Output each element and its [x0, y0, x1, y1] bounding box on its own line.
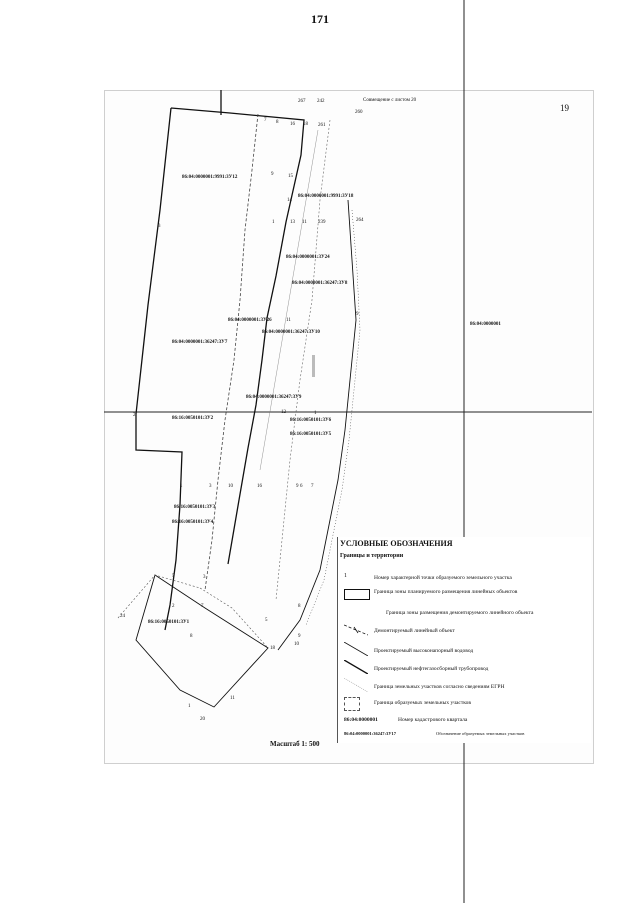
water-pipeline-symbol: [344, 642, 368, 656]
point-label: 5: [265, 618, 268, 623]
point-label: 260: [355, 110, 363, 115]
point-label: 1: [314, 411, 317, 416]
parcel-symbol: [344, 697, 360, 711]
parcel-label: 86:04:0000001:36247:3У7: [172, 340, 228, 345]
parcel-label: 86:16:0050101:3У3: [174, 505, 216, 510]
point-label: 18: [303, 122, 308, 127]
legend-item: Номер характерной точки образуемого земельного участка: [374, 575, 512, 581]
point-label: 7: [201, 604, 204, 609]
hatch-mark: [312, 355, 315, 377]
point-label: 16: [290, 122, 295, 127]
adjacent-sheet-note: Совмещение с листом 20: [363, 98, 417, 103]
point-label: 242: [317, 99, 325, 104]
parcel-label: 86:04:0000001:36247:3У9: [246, 395, 302, 400]
point-label: 9: [298, 634, 301, 639]
scale-label: Масштаб 1: 500: [270, 740, 320, 748]
point-label: 18: [270, 646, 275, 651]
point-label: 8: [190, 634, 193, 639]
point-label: 2: [172, 604, 175, 609]
point-label: 8: [298, 604, 301, 609]
point-label: 14: [287, 198, 292, 203]
point-label: 261: [318, 123, 326, 128]
parcel-label: 86:04:0000001:36247:3У8: [292, 281, 348, 286]
legend-subtitle: Границы и территории: [340, 553, 404, 559]
point-label: 1: [180, 484, 183, 489]
point-label: 12: [281, 410, 286, 415]
parcel-label: 86:16:0050101:3У4: [172, 520, 214, 525]
point-label: 9: [271, 172, 274, 177]
point-label: 5: [172, 574, 175, 579]
point-label: 10: [294, 642, 299, 647]
legend-item: Проектируемый нефтегазосборный трубопровод: [374, 666, 489, 672]
legend-item: Граница образуемых земельных участков: [374, 700, 471, 706]
legend-item: Граница зоны планируемого размещения линейных объектов: [374, 589, 518, 595]
oil-pipeline-symbol: [344, 660, 368, 674]
page-number: 171: [311, 12, 329, 26]
point-label: 3: [209, 484, 212, 489]
dismantled-zone: [276, 120, 330, 600]
point-label: 8: [276, 120, 279, 125]
dismantled-symbol: [344, 623, 368, 637]
parcel-label: 86:04:0000001:9991:3У12: [182, 175, 238, 180]
parcel-label: 86:04:0000001:3У26: [228, 318, 272, 323]
point-label: 9: [296, 484, 299, 489]
point-label: 13: [290, 220, 295, 225]
legend-title: УСЛОВНЫЕ ОБОЗНАЧЕНИЯ: [340, 539, 453, 548]
point-label: 6: [300, 484, 303, 489]
zone-boundary-left: [136, 108, 182, 630]
parcel-3u1-outline: [136, 575, 268, 707]
legend-item: Демонтируемый линейный объект: [374, 628, 455, 634]
legend-parcel-code: 86:04:0000001:36247:3У17: [344, 731, 397, 736]
point-label: 3: [203, 575, 206, 580]
sheet-number: 19: [560, 103, 569, 113]
parcel-label: 86:04:0000001:9991:3У18: [298, 194, 354, 199]
point-label: 267: [298, 99, 306, 104]
point-label: 3: [158, 224, 161, 229]
zone-symbol: [344, 589, 370, 600]
legend-item: Граница земельных участков согласно сведениям ЕГРН: [374, 684, 505, 690]
parcel-label: 86:04:0000001:36247:3У10: [262, 330, 320, 335]
point-label: 239: [318, 220, 326, 225]
point-label: 20: [200, 717, 205, 722]
point-label: 11: [302, 220, 307, 225]
legend-quarter-code: 86:04:0000001: [344, 717, 378, 723]
parcel-label: 86:16:0050101:3У1: [148, 620, 190, 625]
egrn-symbol: [344, 678, 368, 692]
legend-quarter-text: Номер кадастрового квартала: [398, 717, 468, 723]
dismantled-line: [205, 114, 258, 590]
parcel-3u1-dashed-2: [200, 588, 268, 648]
point-label: 7: [311, 484, 314, 489]
parcel-label: 86:16:0050101:3У2: [172, 416, 214, 421]
point-label: 11: [286, 318, 291, 323]
legend-item: Граница зоны размещения демонтируемого линейного объекта: [386, 610, 534, 616]
point-label: 11: [230, 696, 235, 701]
legend-item: Проектируемый высоконапорный водовод: [374, 648, 474, 654]
quarter-label: 86:04:0000001: [470, 322, 501, 327]
point-label: 9: [356, 312, 359, 317]
legend-panel: [337, 537, 591, 743]
parcel-label: 86:16:0050101:3У6: [290, 418, 332, 423]
point-marker-symbol: 1: [344, 573, 347, 579]
point-label: 1: [188, 704, 191, 709]
point-label: 16: [257, 484, 262, 489]
parcel-label: 86:16:0050101:3У5: [290, 432, 332, 437]
point-label: 15: [288, 174, 293, 179]
point-label: 7: [264, 118, 267, 123]
point-label: 10: [228, 484, 233, 489]
legend-parcel-text: Обозначение образуемых земельных участков: [436, 731, 525, 736]
parcel-label: 86:04:0000001:3У24: [286, 255, 330, 260]
point-label: 2: [133, 413, 136, 418]
point-label: 1: [272, 220, 275, 225]
point-label: 24: [120, 614, 125, 619]
point-label: 264: [356, 218, 364, 223]
